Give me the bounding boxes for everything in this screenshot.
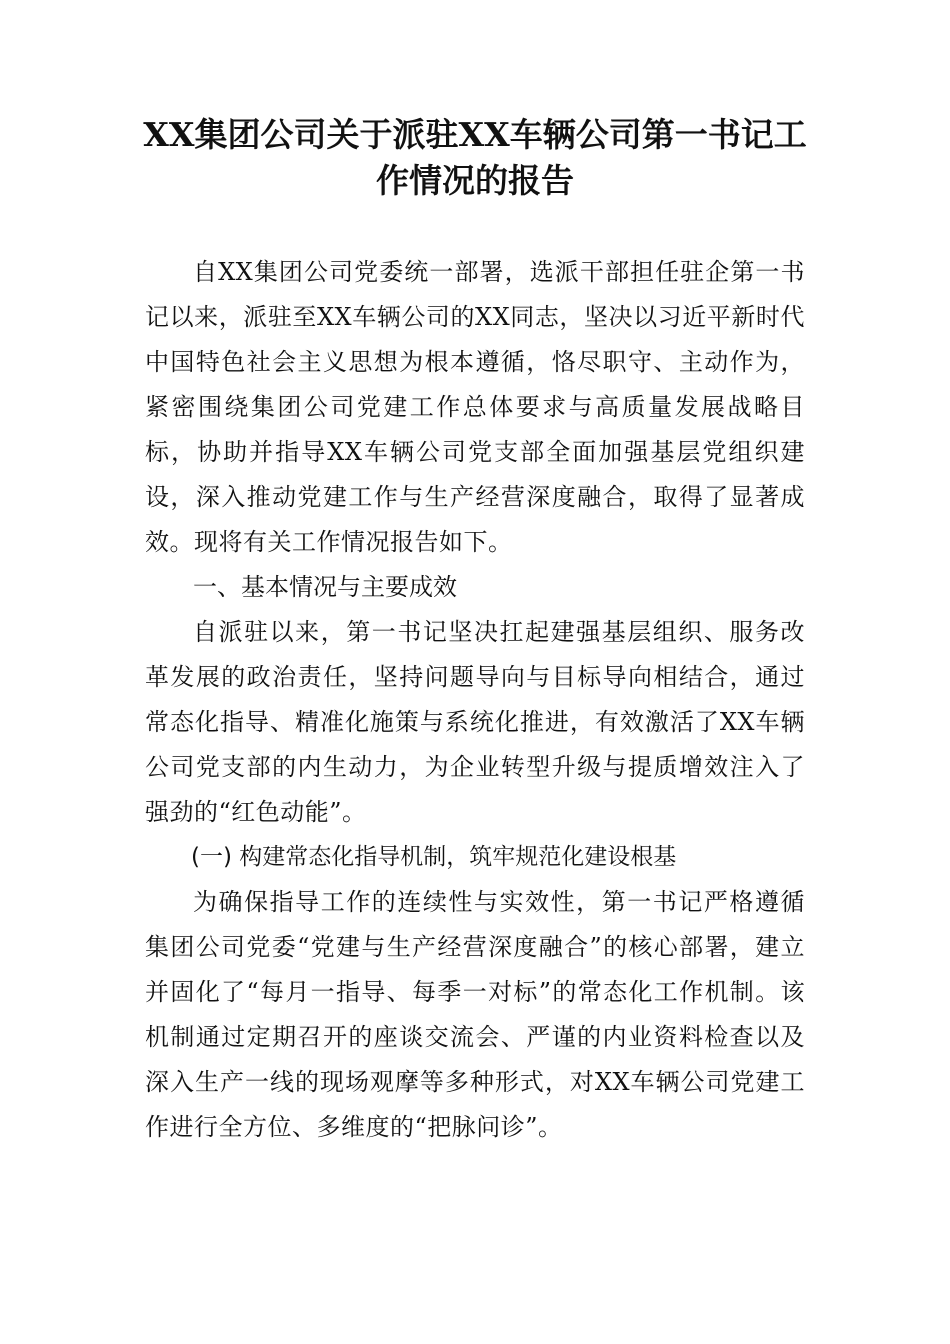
section-paragraph: 自派驻以来，第一书记坚决扛起建强基层组织、服务改革发展的政治责任，坚持问题导向与目标导向相结合，通过常态化指导、精准化施策与系统化推进，有效激活了XX车辆公司党支部的内生动力，为企业转型升级与提质增效注入了强劲的“红色动能”。 (145, 618, 805, 826)
subsection-paragraph: 为确保指导工作的连续性与实效性，第一书记严格遵循集团公司党委“党建与生产经营深度融合”的核心部署，建立并固化了“每月一指导、每季一对标”的常态化工作机制。该机制通过定期召开的座谈交流会、严谨的内业资料检查以及深入生产一线的现场观摩等多种形式，对XX车辆公司党建工作进行全方位、多维度的“把脉问诊”。 (145, 888, 805, 1141)
section-heading: 一、基本情况与主要成效 (193, 573, 457, 601)
intro-paragraph: 自XX集团公司党委统一部署，选派干部担任驻企第一书记以来，派驻至XX车辆公司的XX同志，坚决以习近平新时代中国特色社会主义思想为根本遵循，恪尽职守、主动作为，紧密围绕集团公司党建工作总体要求与高质量发展战略目标，协助并指导XX车辆公司党支部全面加强基层党组织建设，深入推动党建工作与生产经营深度融合，取得了显著成效。现将有关工作情况报告如下。 (145, 258, 805, 556)
subsection-heading: (一) 构建常态化指导机制，筑牢规范化建设根基 (191, 844, 677, 870)
document-title: XX集团公司关于派驻XX车辆公司第一书记工作情况的报告 (143, 115, 807, 200)
document-body (145, 250, 805, 1150)
